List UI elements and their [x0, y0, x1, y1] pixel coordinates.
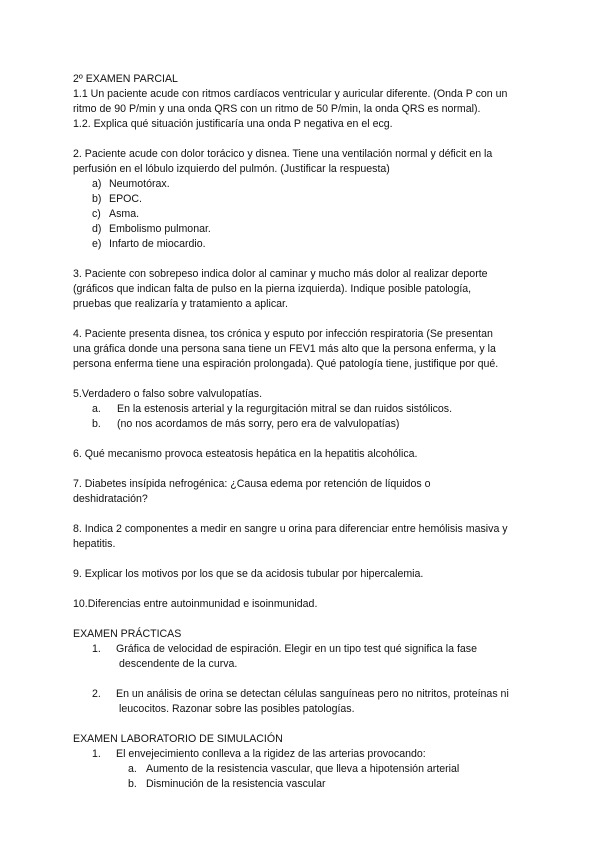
subitem-label: b. [128, 778, 137, 790]
q5-line1: 5.Verdadero o falso sobre valvulopatías. [73, 388, 263, 400]
list-item [73, 747, 535, 762]
item-label: 2. [92, 688, 101, 700]
spacer [73, 432, 535, 447]
spacer [73, 312, 535, 327]
q4-line3: persona enferma tiene una espiración prolongada). Qué patología tiene, justifique por qué. [73, 358, 499, 370]
list-item [73, 642, 535, 657]
item-label: a. [92, 403, 101, 415]
list-item [73, 207, 535, 222]
q2-line1: 2. Paciente acude con dolor torácico y disnea. Tiene una ventilación normal y déficit en la [73, 148, 493, 160]
item-label: 1. [92, 748, 101, 760]
q9: 9. Explicar los motivos por los que se da acidosis tubular por hipercalemia. [73, 568, 424, 580]
spacer [73, 372, 535, 387]
option-label: d) [92, 223, 102, 235]
q4-line1: 4. Paciente presenta disnea, tos crónica y esputo por infección respiratoria (Se presentan [73, 328, 493, 340]
laboratorio-title: EXAMEN LABORATORIO DE SIMULACIÓN [73, 733, 283, 745]
q3-line3: pruebas que realizaría y tratamiento a aplicar. [73, 298, 288, 310]
list-item [73, 762, 535, 777]
option-text: Embolismo pulmonar. [109, 223, 211, 235]
q7-line2: deshidratación? [73, 493, 148, 505]
spacer [73, 552, 535, 567]
list-item [73, 222, 535, 237]
list-item [73, 237, 535, 252]
option-text: Infarto de miocardio. [109, 238, 206, 250]
list-item [73, 192, 535, 207]
q2-options [73, 177, 535, 252]
q10: 10.Diferencias entre autoinmunidad e isoinmunidad. [73, 598, 318, 610]
subitem-text: Disminución de la resistencia vascular [146, 778, 326, 790]
q8-line2: hepatitis. [73, 538, 116, 550]
item-text: Gráfica de velocidad de espiración. Elegir en un tipo test qué significa la fase [116, 643, 477, 655]
q1-line1: 1.1 Un paciente acude con ritmos cardíacos ventricular y auricular diferente. (Onda P con un [73, 88, 508, 100]
page-title: 2º EXAMEN PARCIAL [73, 73, 178, 85]
q3-line2: (gráficos que indican falta de pulso en la pierna izquierda). Indique posible patología, [73, 283, 472, 295]
spacer [73, 462, 535, 477]
q1-line2: ritmo de 90 P/min y una onda QRS con un ritmo de 50 P/min, la onda QRS es normal). [73, 103, 481, 115]
subitem-label: a. [128, 763, 137, 775]
item-text: En un análisis de orina se detectan células sanguíneas pero no nitritos, proteínas ni [116, 688, 509, 700]
spacer [73, 252, 535, 267]
spacer [73, 132, 535, 147]
q6: 6. Qué mecanismo provoca esteatosis hepática en la hepatitis alcohólica. [73, 448, 418, 460]
q7-line1: 7. Diabetes insípida nefrogénica: ¿Causa edema por retención de líquidos o [73, 478, 431, 490]
spacer [73, 582, 535, 597]
q1-line3: 1.2. Explica qué situación justificaría una onda P negativa en el ecg. [73, 118, 393, 130]
item-text-cont: leucocitos. Razonar sobre las posibles patologías. [119, 703, 355, 715]
option-text: EPOC. [109, 193, 142, 205]
q8-line1: 8. Indica 2 componentes a medir en sangre u orina para diferenciar entre hemólisis masiva y [73, 523, 508, 535]
item-text-cont: descendente de la curva. [119, 658, 238, 670]
item-text: En la estenosis arterial y la regurgitación mitral se dan ruidos sistólicos. [117, 403, 453, 415]
item-label: b. [92, 418, 101, 430]
list-item [73, 417, 535, 432]
practicas-title: EXAMEN PRÁCTICAS [73, 628, 182, 640]
item-text: El envejecimiento conlleva a la rigidez de las arterias provocando: [116, 748, 426, 760]
spacer [73, 672, 535, 687]
document-body [73, 72, 535, 792]
list-item [73, 687, 535, 702]
option-label: a) [92, 178, 102, 190]
option-label: b) [92, 193, 102, 205]
q4-line2: una gráfica donde una persona sana tiene un FEV1 más alto que la persona enferma, y la [73, 343, 496, 355]
list-item [73, 777, 535, 792]
list-item [73, 177, 535, 192]
option-label: e) [92, 238, 102, 250]
q3-line1: 3. Paciente con sobrepeso indica dolor al caminar y mucho más dolor al realizar deporte [73, 268, 488, 280]
item-label: 1. [92, 643, 101, 655]
subitem-text: Aumento de la resistencia vascular, que lleva a hipotensión arterial [146, 763, 460, 775]
q2-line2: perfusión en el lóbulo izquierdo del pulmón. (Justificar la respuesta) [73, 163, 390, 175]
spacer [73, 507, 535, 522]
list-item [73, 402, 535, 417]
spacer [73, 612, 535, 627]
option-text: Asma. [109, 208, 140, 220]
option-label: c) [92, 208, 101, 220]
spacer [73, 717, 535, 732]
option-text: Neumotórax. [109, 178, 170, 190]
item-text: (no nos acordamos de más sorry, pero era de valvulopatías) [117, 418, 400, 430]
